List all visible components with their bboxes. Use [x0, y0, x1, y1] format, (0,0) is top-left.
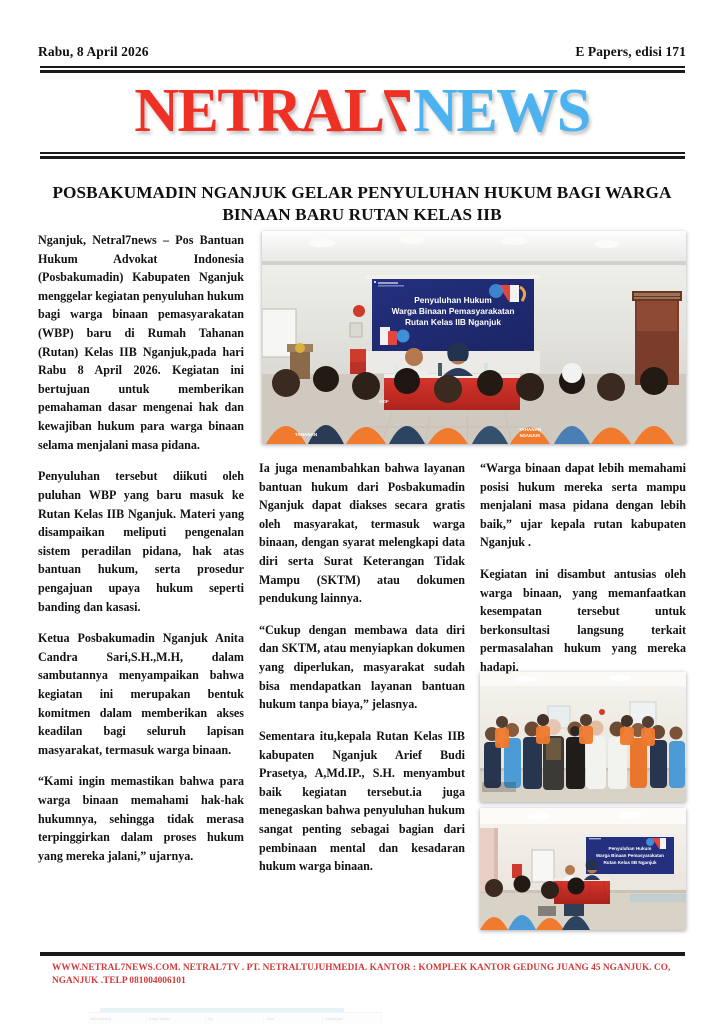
paragraph: “Cukup dengan membawa data diri dan SKTM, atau menyiapkan dokumen yang diperlukan, masyarakat sudah bisa mendapatkan layanan bantuan hukum tanpa biaya,” jelasnya. — [259, 622, 465, 712]
photo-flow-spacer — [259, 231, 465, 459]
svg-text:NGANJUK: NGANJUK — [519, 433, 541, 438]
paragraph: Sementara itu,kepala Rutan Kelas IIB kabupaten Nganjuk Arief Budi Prasetya, A,Md.IP., S.H. menyambut baik kegiatan tersebut.ia juga menegaskan bahwa penyuluhan hukum sangat penting sebagai bagian dari pembinaan mental dan kesadaran hukum warga binaan. — [259, 728, 465, 874]
article-body-columns — [38, 231, 686, 931]
masthead-divider-rule — [40, 152, 685, 159]
article-column-1 — [38, 231, 244, 866]
svg-text:Penyuluhan Hukum: Penyuluhan Hukum — [608, 846, 652, 851]
masthead-netral-text: NETRAL — [134, 77, 384, 145]
article-headline: POSBAKUMADIN NGANJUK GELAR PENYULUHAN HUKUM BAGI WARGA BINAAN BARU RUTAN KELAS IIB — [52, 182, 672, 225]
svg-text:TAHANAN: TAHANAN — [294, 432, 318, 437]
svg-text:Warga Binaan Pemasyarakatan: Warga Binaan Pemasyarakatan — [391, 306, 515, 316]
svg-text:Penyuluhan Hukum: Penyuluhan Hukum — [414, 295, 492, 305]
widget-cell: Nama Barang — [88, 1013, 147, 1024]
widget-cell: Qty — [206, 1013, 265, 1024]
header-divider-rule — [40, 66, 685, 73]
widget-grid — [88, 1012, 382, 1024]
widget-cell: Total — [264, 1013, 323, 1024]
svg-text:TAHANAN: TAHANAN — [518, 427, 542, 432]
page-header-bar — [38, 44, 686, 60]
photo-flow-spacer — [480, 231, 686, 459]
masthead-logo — [0, 77, 724, 145]
svg-text:HDF: HDF — [379, 399, 389, 404]
paragraph: Ketua Posbakumadin Nganjuk Anita Candra Sari,S.H.,M.H, dalam sambutannya menyampaikan bahwa kegiatan ini merupakan bentuk komitmen dalam memberikan akses keadilan bagi seluruh lapisan masyarakat, termasuk warga binaan. — [38, 631, 244, 757]
masthead-news-text: NEWS — [413, 77, 590, 145]
svg-text:Rutan Kelas IIB Nganjuk: Rutan Kelas IIB Nganjuk — [603, 860, 657, 865]
article-column-3 — [480, 231, 686, 677]
paragraph: “Kami ingin memastikan bahwa para warga binaan memahami hak-hak hukumnya, sehingga tidak merasa terpinggirkan dalam proses hukum yang mereka jalani,” ujarnya. — [38, 774, 244, 863]
paragraph: Nganjuk, Netral7news – Pos Bantuan Hukum Advokat Indonesia (Posbakumadin) Kabupaten Nganjuk menggelar kegiatan penyuluhan hukum bagi warga binaan pemasyarakatan (WBP) baru di Rumah Tahanan (Rutan) Kelas IIB Nganjuk,pada hari Rabu 8 April 2026. Kegiatan ini bertujuan untuk memberikan pemahaman dasar mengenai hak dan kewajiban hukum para warga binaan selama menjalani masa pidana. — [38, 233, 244, 452]
masthead-seven-glyph: 7 — [383, 77, 414, 145]
svg-text:Warga Binaan Pemasyarakatan: Warga Binaan Pemasyarakatan — [595, 853, 665, 858]
paragraph: Ia juga menambahkan bahwa layanan bantuan hukum dari Posbakumadin Nganjuk dapat diakses secara gratis oleh masyarakat, termasuk warga binaan, dengan syarat melengkapi data diri serta Surat Keterangan Tidak Mampu (SKTM) atau dokumen pendukung lainnya. — [259, 461, 465, 606]
edition-label: E Papers, edisi 171 — [575, 44, 686, 59]
publication-date: Rabu, 8 April 2026 — [38, 44, 149, 59]
article-column-2 — [259, 231, 465, 876]
paragraph: Penyuluhan tersebut diikuti oleh puluhan WBP yang baru masuk ke Rutan Kelas IIB Nganjuk. Materi yang disampaikan meliputi pengenalan sistem peradilan pidana, hak atas bantuan hukum, serta prosedur pengajuan upaya hukum seperti banding dan kasasi. — [38, 469, 244, 614]
widget-cell: Harga Satuan — [147, 1013, 206, 1024]
footer-contact-info: WWW.NETRAL7NEWS.COM. NETRAL7TV . PT. NETRALTUJUHMEDIA. KANTOR : KOMPLEK KANTOR GEDUNG JUANG 45 NGANJUK. CO, NGANJUK .TELP 081004006101 — [52, 963, 671, 987]
bottom-cutoff-widget — [88, 1008, 382, 1024]
paragraph: Kegiatan ini disambut antusias oleh warga binaan, yang memanfaatkan kesempatan tersebut untuk berkonsultasi langsung terkait permasalahan hukum yang mereka hadapi. — [480, 567, 686, 675]
widget-cell: Keterangan — [323, 1013, 382, 1024]
footer-divider-rule — [40, 952, 685, 956]
paragraph: “Warga binaan dapat lebih memahami posisi hukum mereka serta mampu menjalani masa pidana dengan lebih baik,” ujar kepala rutan kabupaten Nganjuk . — [480, 461, 686, 550]
svg-text:Rutan Kelas IIB Nganjuk: Rutan Kelas IIB Nganjuk — [405, 317, 501, 327]
